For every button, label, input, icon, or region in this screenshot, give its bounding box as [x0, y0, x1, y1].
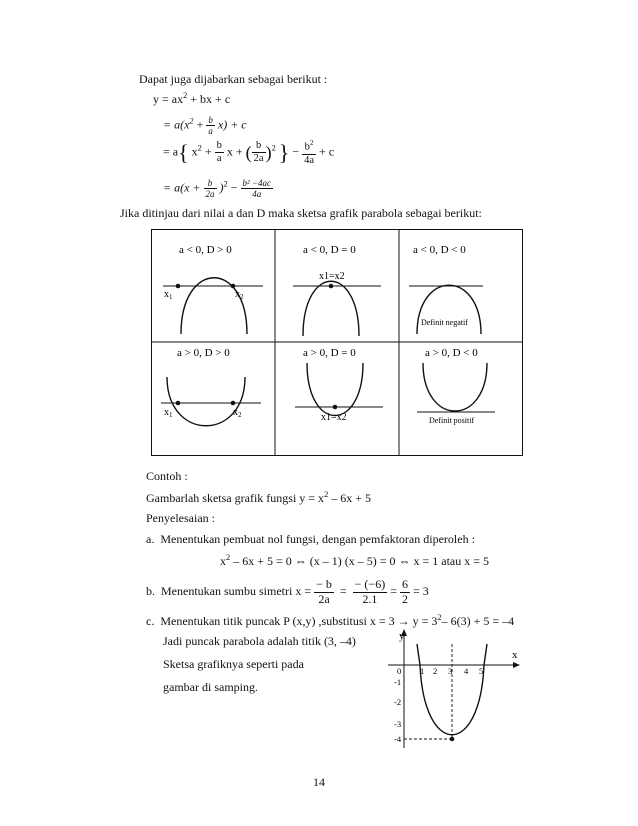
example-heading: Contoh :: [146, 469, 188, 483]
cell-title: a > 0, D < 0: [425, 347, 478, 359]
cell-title: a < 0, D > 0: [179, 244, 232, 256]
equation-line-4: = a(x + $\frac{b}{2a}$ )$^2$ − $\frac{\text{b² −4ac}}{4a}$: [163, 178, 272, 200]
x-tick: 1: [420, 666, 425, 676]
svg-text:x2: $x_2$: [235, 289, 244, 301]
cell-title: a > 0, D > 0: [177, 347, 230, 359]
cell-a-neg-d-pos: [163, 244, 263, 334]
equation-line-3: = a{ $x^2$ + $\frac{b}{a}$ x + ( $\frac{b}{2a}$ )$^2$ } − $\frac{b^2}{4a}$ + c: [163, 138, 335, 166]
step-b: b. Menentukan sumbu simetri x = $\frac{- b}{2a}$ = $\frac{- (-6)}{2.1}$ = $\frac{6}{2}$ = 3: [146, 577, 429, 606]
cell-label: x1=x2: [321, 412, 347, 423]
parabola-curve: [423, 363, 487, 411]
equation-line-1: $y = ax^2$ + bx + c: [153, 91, 231, 106]
x-axis-arrow: [513, 662, 520, 668]
vertex-point: [329, 284, 334, 289]
y-tick: -1: [394, 677, 402, 687]
cell-caption: Definit negatif: [421, 318, 468, 327]
svg-text:x1: $x_1$: [164, 407, 173, 419]
cell-title: a < 0, D = 0: [303, 244, 356, 256]
x-tick: 3: [448, 666, 453, 676]
y-tick: -2: [394, 697, 402, 707]
parabola-curve: [303, 281, 359, 336]
equation-line-2: = $a(x^2$ + $\frac{b}{a}$ x) + c: [163, 115, 247, 137]
svg-text:x2: $x_2$: [233, 407, 242, 419]
cell-title: a < 0, D < 0: [413, 244, 466, 256]
y-tick: -4: [394, 734, 402, 744]
intro-text: Dapat juga dijabarkan sebagai berikut :: [139, 72, 328, 86]
y-axis-label: y: [399, 630, 405, 642]
root-point: [231, 401, 236, 406]
svg-text:x1: $x_1$: [164, 289, 173, 301]
example-graph: [380, 628, 530, 750]
cell-a-pos-d-neg: [417, 347, 495, 425]
page-number: 14: [313, 775, 325, 789]
cell-a-pos-d-zero: [295, 347, 383, 423]
root-point: [176, 401, 181, 406]
x-axis-label: x: [512, 649, 518, 661]
step-c-vertex: Jadi puncak parabola adalah titik (3, –4): [163, 634, 356, 648]
example-question: Gambarlah sketsa grafik fungsi $y = x^2 - 6x + 5$: [146, 490, 372, 505]
cell-title: a > 0, D = 0: [303, 347, 356, 359]
parabola-sketch-table: [151, 229, 523, 456]
step-c: c. Menentukan titik puncak P (x,y) ,substitusi $x = 3 \to y = 3^2-$ 6(3) + 5 = –4: [146, 613, 515, 628]
lead-text: Jika ditinjau dari nilai a dan D maka sketsa grafik parabola sebagai berikut:: [120, 206, 482, 220]
y-tick: -3: [394, 719, 402, 729]
cell-a-pos-d-pos: [161, 347, 261, 426]
vertex-point: [333, 405, 338, 410]
vertex-point: [450, 737, 455, 742]
step-a: a. Menentukan pembuat nol fungsi, dengan pemfaktoran diperoleh :: [146, 532, 475, 546]
step-a-equation: $x^2 - 6x + 5 = 0$ ⇔ (x – 1) (x – 5) = 0 ⇔ x = 1 atau x = 5: [220, 553, 489, 568]
x-tick: 2: [433, 666, 438, 676]
cell-label: x1=x2: [319, 271, 345, 282]
cell-a-neg-d-neg: [409, 244, 483, 334]
x-tick: 4: [464, 666, 469, 676]
cell-caption: Definit positif: [429, 416, 475, 425]
step-c-sketch-note-2: gambar di samping.: [163, 680, 258, 694]
step-c-sketch-note: Sketsa grafiknya seperti pada: [163, 657, 304, 671]
x-tick: 5: [479, 666, 484, 676]
x-tick: 0: [397, 666, 402, 676]
root-point: [231, 284, 236, 289]
root-point: [176, 284, 181, 289]
solution-heading: Penyelesaian :: [146, 511, 215, 525]
cell-a-neg-d-zero: [293, 244, 381, 336]
